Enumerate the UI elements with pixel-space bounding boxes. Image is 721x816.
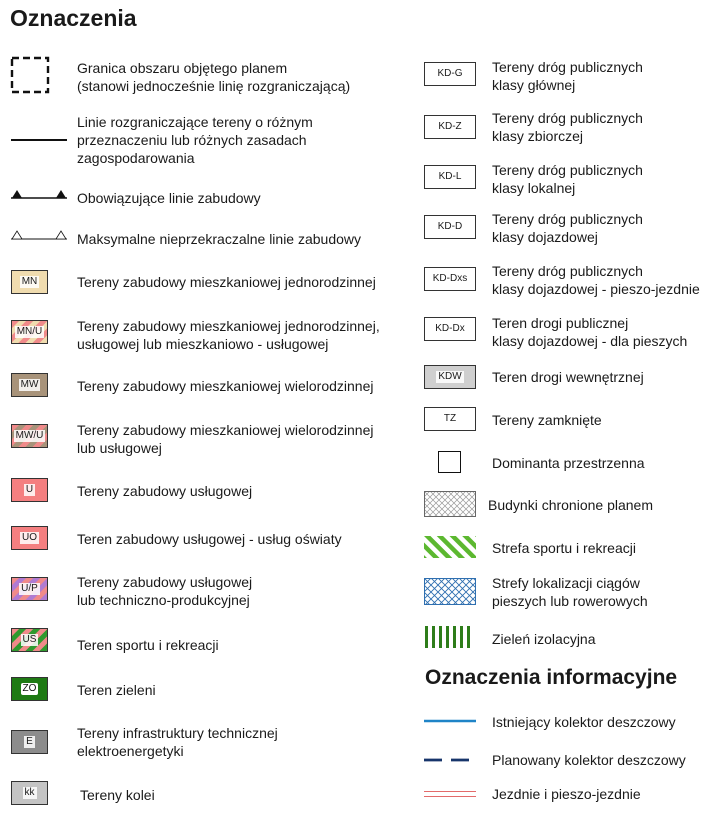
legend-label-mnu: Tereny zabudowy mieszkaniowej jednorodzinnej, usługowej lub mieszkaniowo - usługowej (77, 318, 380, 352)
kddxs-box (424, 267, 476, 291)
plan-boundary-symbol (11, 57, 49, 93)
legend-label-up: Tereny zabudowy usługowej lub techniczno-produkcyjnej (77, 574, 253, 608)
mw-swatch (11, 373, 48, 397)
sport-zone-hatch (424, 536, 476, 558)
mw-code: MW (20, 379, 39, 390)
legend-label-plan-boundary: Granica obszaru objętego planem (stanowi jednocześnie linię rozgraniczającą) (77, 60, 351, 94)
legend-label-kddxs: Tereny dróg publicznych klasy dojazdowej - pieszo-jezdnie (492, 263, 700, 297)
zo-code: ZO (22, 683, 37, 694)
kdw-code: KDW (438, 371, 462, 382)
legend-label-spatial-dominant: Dominanta przestrzenna (492, 455, 645, 471)
kdl-code: KD-L (438, 171, 462, 182)
roadway-lines (424, 790, 476, 798)
legend-label-sport-zone: Strefa sportu i rekreacji (492, 540, 636, 556)
legend-label-u: Tereny zabudowy usługowej (77, 483, 253, 499)
legend-label-max-building-lines: Maksymalne nieprzekraczalne linie zabudowy (77, 231, 362, 247)
mnu-swatch (11, 320, 48, 344)
uo-code: UO (22, 532, 37, 543)
us-swatch (11, 628, 48, 652)
legend-label-uo: Teren zabudowy usługowej - usług oświaty (77, 531, 342, 547)
legend-label-kdl: Tereny dróg publicznych klasy lokalnej (492, 162, 643, 196)
legend-label-planned-collector: Planowany kolektor deszczowy (492, 752, 686, 768)
kdl-box (424, 165, 476, 189)
e-code: E (26, 736, 33, 747)
mn-code: MN (21, 276, 38, 287)
kdd-code: KD-D (437, 221, 463, 232)
mnu-code: MN/U (16, 326, 43, 337)
pedestrian-zone-hatch (424, 578, 476, 605)
legend-label-mw: Tereny zabudowy mieszkaniowej wielorodzinnej (77, 378, 374, 394)
demarcation-line-symbol (11, 138, 67, 142)
legend-title: Oznaczenia (10, 5, 137, 31)
kdw-box (424, 365, 476, 389)
legend-label-kddx: Teren drogi publicznej klasy dojazdowej - dla pieszych (492, 315, 688, 349)
legend-label-zo: Teren zieleni (77, 682, 156, 698)
legend-label-e: Tereny infrastruktury technicznej elektroenergetyki (77, 725, 278, 759)
legend-label-existing-collector: Istniejący kolektor deszczowy (492, 714, 676, 730)
legend-label-protected-buildings: Budynki chronione planem (488, 497, 653, 513)
max-building-line-symbol (11, 228, 67, 242)
legend-label-mn: Tereny zabudowy mieszkaniowej jednorodzinnej (77, 274, 376, 290)
info-legend-title: Oznaczenia informacyjne (425, 666, 678, 689)
kdg-box (424, 62, 476, 86)
existing-collector-line (424, 719, 476, 723)
legend-label-kdz: Tereny dróg publicznych klasy zbiorczej (492, 110, 643, 144)
legend-label-kk: Tereny kolei (80, 787, 155, 803)
tz-code: TZ (443, 413, 457, 424)
kdz-code: KD-Z (438, 121, 462, 132)
up-code: U/P (21, 583, 38, 594)
mn-swatch (11, 270, 48, 294)
kdz-box (424, 115, 476, 139)
u-swatch (11, 478, 48, 502)
tz-box (424, 407, 476, 431)
legend-label-us: Teren sportu i rekreacji (77, 637, 219, 653)
kk-swatch (11, 781, 48, 805)
e-swatch (11, 730, 48, 754)
spatial-dominant-square (438, 451, 461, 473)
up-swatch (11, 577, 48, 601)
legend-label-isolation-greenery: Zieleń izolacyjna (492, 631, 596, 647)
uo-swatch (11, 526, 48, 550)
legend-label-pedestrian-zone: Strefy lokalizacji ciągów pieszych lub rowerowych (492, 575, 648, 609)
kdd-box (424, 215, 476, 239)
legend-label-tz: Tereny zamknięte (492, 412, 602, 428)
mwu-swatch (11, 424, 48, 448)
legend-label-mwu: Tereny zabudowy mieszkaniowej wielorodzinnej lub usługowej (77, 422, 374, 456)
kddxs-code: KD-Dxs (432, 273, 468, 284)
u-code: U (25, 484, 34, 495)
legend-label-demarcation-lines: Linie rozgraniczające tereny o różnym przeznaczeniu lub różnych zasadach zagospodarowania (77, 114, 313, 166)
legend-label-mandatory-building-lines: Obowiązujące linie zabudowy (77, 190, 261, 206)
legend-label-kdd: Tereny dróg publicznych klasy dojazdowej (492, 211, 643, 245)
legend-label-kdg: Tereny dróg publicznych klasy głównej (492, 59, 643, 93)
kddx-code: KD-Dx (435, 323, 465, 334)
us-code: US (22, 634, 37, 645)
legend-label-kdw: Teren drogi wewnętrznej (492, 369, 644, 385)
kk-code: kk (24, 787, 35, 798)
kdg-code: KD-G (437, 68, 463, 79)
planned-collector-line (424, 758, 476, 762)
zo-swatch (11, 677, 48, 701)
legend-label-roadways: Jezdnie i pieszo-jezdnie (492, 786, 641, 802)
protected-buildings-hatch (424, 491, 476, 517)
kddx-box (424, 317, 476, 341)
isolation-greenery-bars (424, 626, 476, 648)
mandatory-building-line-symbol (11, 187, 67, 201)
mwu-code: MW/U (15, 430, 44, 441)
